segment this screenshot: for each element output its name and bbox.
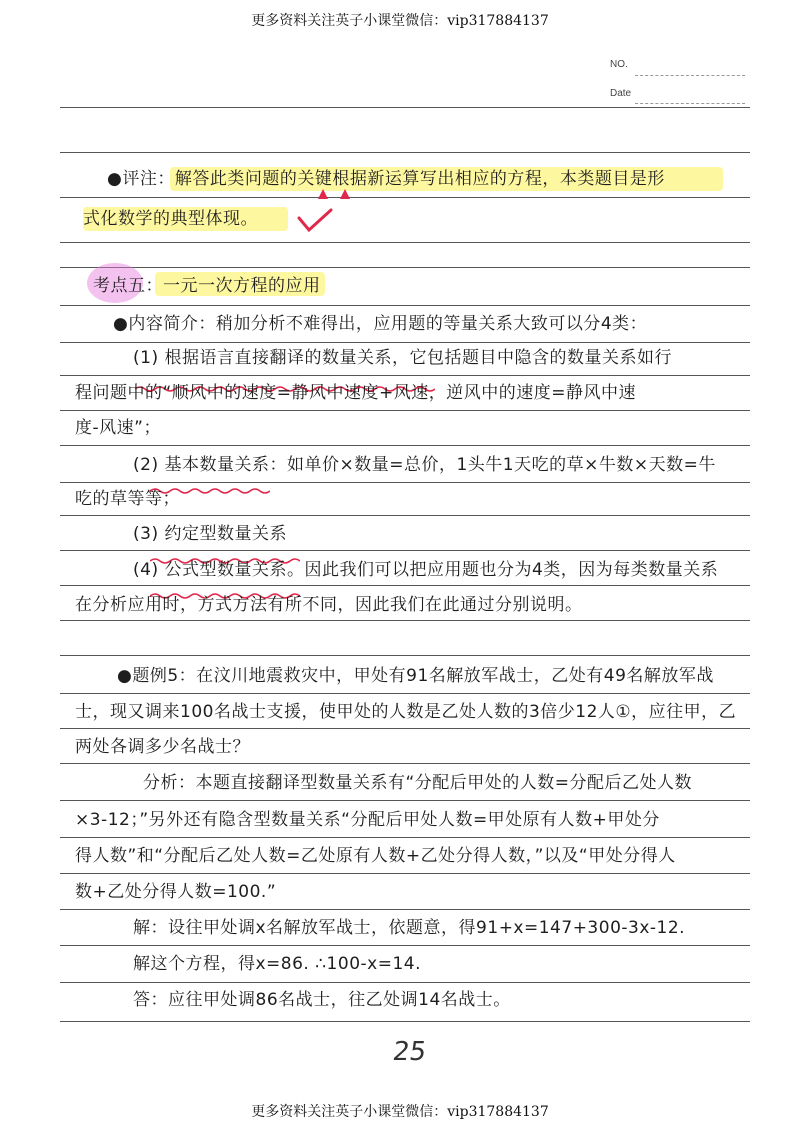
ruled-line [60,152,750,153]
example-line-3: 两处各调多少名战士？ [75,737,250,757]
ruled-line [60,515,750,516]
footer-watermark: 更多资料关注英子小课堂微信：vip317884137 [251,1104,549,1120]
ruled-line [60,445,750,446]
ruled-line [60,375,750,376]
ruled-line [60,693,750,694]
ruled-line [60,585,750,586]
no-label: NO. [610,59,628,70]
review-line-1: ●评注：解答此类问题的关键根据新运算写出相应的方程，本类题目是形 [107,169,665,189]
ruled-line [60,305,750,306]
review-line-2: 式化数学的典型体现。 [83,209,258,229]
category-4-line-1: (4) 公式型数量关系。因此我们可以把应用题也分为4类，因为每类数量关系 [133,560,719,580]
category-1-line-1: (1) 根据语言直接翻译的数量关系，它包括题目中隐含的数量关系如行 [133,348,672,368]
no-dashline [635,75,745,76]
date-dashline [635,103,745,104]
date-label: Date [610,88,632,99]
ruled-line [60,837,750,838]
notebook-page [55,45,755,1067]
ruled-line [60,482,750,483]
ruled-line [60,873,750,874]
answer-line: 答：应往甲处调86名战士，往乙处调14名战士。 [133,990,511,1010]
category-2-line-1: (2) 基本数量关系：如单价×数量=总价，1头牛1天吃的草×牛数×天数=牛 [133,455,716,475]
category-1-line-2: 程问题中的“顺风中的速度=静风中速度+风速，逆风中的速度=静风中速 [75,383,637,403]
analysis-line-2: ×3-12；”另外还有隐含型数量关系“分配后甲处人数=甲处原有人数+甲处分 [75,810,660,830]
ruled-line [60,107,750,108]
category-2-line-2: 吃的草等等； [75,489,180,509]
ruled-line [60,945,750,946]
analysis-line-3: 得人数”和“分配后乙处人数=乙处原有人数+乙处分得人数，”以及“甲处分得人 [75,846,676,866]
solution-line-1: 解：设往甲处调x名解放军战士，依题意，得91+x=147+300-3x-12. [133,918,686,938]
red-check-mark [295,208,335,238]
ruled-line [60,242,750,243]
ruled-line [60,655,750,656]
ruled-line [60,728,750,729]
solution-line-2: 解这个方程，得x=86. ∴100-x=14. [133,954,421,974]
intro-line: ●内容简介：稍加分析不难得出，应用题的等量关系大致可以分4类： [113,314,648,334]
ruled-line [60,197,750,198]
ruled-line [60,342,750,343]
ruled-line [60,763,750,764]
ruled-line [60,550,750,551]
ruled-line [60,620,750,621]
ruled-line [60,1021,750,1022]
category-1-line-3: 度-风速”； [75,418,161,438]
analysis-line-4: 数+乙处分得人数=100.” [75,882,277,902]
topic-heading: 考点五：一元一次方程的应用 [93,276,321,296]
ruled-line [60,800,750,801]
ruled-line [60,982,750,983]
ruled-line [60,410,750,411]
example-line-2: 士，现又调来100名战士支援，使甲处的人数是乙处人数的3倍少12人①，应往甲，乙 [75,702,737,722]
page-number: 25 [390,1037,429,1067]
example-line-1: ●题例5：在汶川地震救灾中，甲处有91名解放军战士，乙处有49名解放军战 [117,666,714,686]
category-3-line: (3) 约定型数量关系 [133,524,287,544]
ruled-line [60,267,750,268]
ruled-line [60,909,750,910]
analysis-line-1: 分析：本题直接翻译型数量关系有“分配后甲处的人数=分配后乙处人数 [143,773,693,793]
category-4-line-2: 在分析应用时，方式方法有所不同，因此我们在此通过分别说明。 [75,595,583,615]
header-watermark: 更多资料关注英子小课堂微信：vip317884137 [251,13,549,29]
